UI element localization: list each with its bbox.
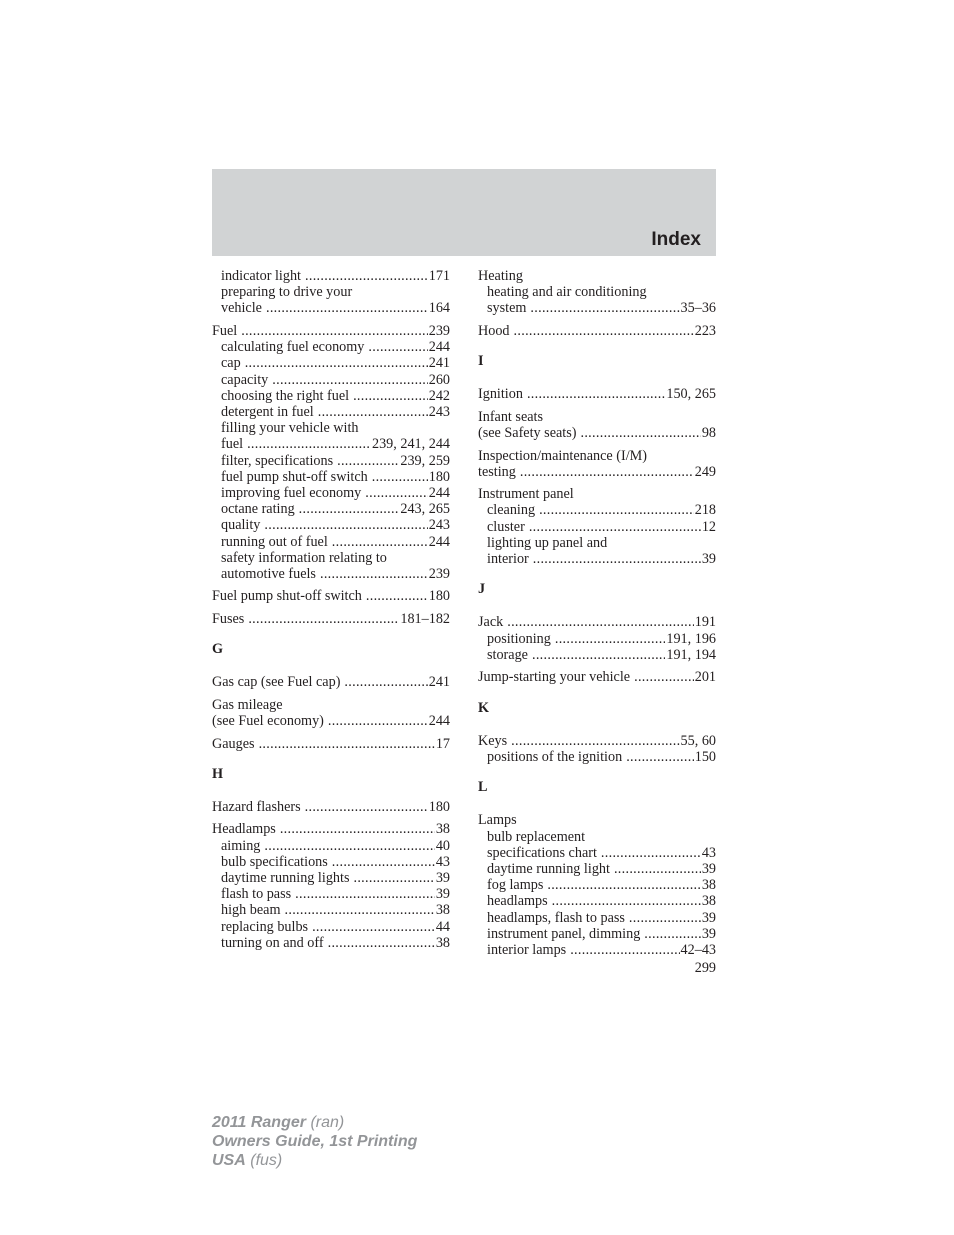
index-entry: Fuel ..... 239	[212, 323, 450, 339]
index-letter-heading: K	[478, 699, 490, 716]
index-letter-heading: I	[478, 353, 484, 370]
index-letter-heading: H	[212, 765, 224, 782]
index-subentry: improving fuel economy ..... 244	[212, 485, 450, 501]
index-entry: Hazard flashers ..... 180	[212, 799, 450, 815]
document-footer	[212, 1113, 417, 1170]
index-subentry: turning on and off ..... 38	[212, 935, 450, 951]
index-subentry: octane rating ..... 243, 265	[212, 501, 450, 517]
index-subentry: daytime running light ..... 39	[478, 861, 716, 877]
index-subentry: indicator light ..... 171	[212, 268, 450, 284]
index-subentry: quality ..... 243	[212, 517, 450, 533]
index-entry: Instrument panel	[478, 486, 574, 503]
index-subentry: headlamps ..... 38	[478, 893, 716, 909]
page-number: 299	[694, 960, 716, 976]
index-entry: Gauges ..... 17	[212, 736, 450, 752]
index-subentry: choosing the right fuel ..... 242	[212, 388, 450, 404]
index-subentry: calculating fuel economy ..... 244	[212, 339, 450, 355]
index-entry: Hood ..... 223	[478, 323, 716, 339]
index-entry: Fuel pump shut-off switch ..... 180	[212, 588, 450, 604]
index-subentry: bulb specifications ..... 43	[212, 854, 450, 870]
index-entry-lamps	[478, 812, 716, 958]
index-subentry: aiming ..... 40	[212, 838, 450, 854]
index-entry: Jump-starting your vehicle ..... 201	[478, 669, 716, 685]
index-subentry: automotive fuels ..... 239	[212, 566, 450, 582]
index-entry: Gas cap (see Fuel cap) ..... 241	[212, 674, 450, 690]
footer-line: 2011 Ranger (ran)	[212, 1114, 345, 1131]
index-subentry: storage ..... 191, 194	[478, 647, 716, 663]
index-subentry: fuel pump shut-off switch ..... 180	[212, 469, 450, 485]
index-subentry: vehicle ..... 164	[212, 300, 450, 316]
index-letter-heading: G	[212, 641, 224, 658]
index-entry: Gas mileage	[212, 696, 283, 713]
index-subentry: replacing bulbs ..... 44	[212, 919, 450, 935]
index-subentry: high beam ..... 38	[212, 902, 450, 918]
index-subentry: capacity ..... 260	[212, 372, 450, 388]
index-entry-headlamps	[212, 821, 450, 951]
index-letter-heading: J	[478, 581, 486, 598]
index-entry-jack	[478, 614, 716, 663]
index-subentry: cleaning ..... 218	[478, 502, 716, 518]
index-entry-fuel-continued	[212, 268, 450, 317]
index-entry: Headlamps ..... 38	[212, 821, 450, 837]
index-subentry: positioning ..... 191, 196	[478, 631, 716, 647]
index-entry: Keys ..... 55, 60	[478, 733, 716, 749]
index-subentry: system ..... 35–36	[478, 300, 716, 316]
index-entry: testing ..... 249	[478, 464, 716, 480]
index-column-right	[478, 268, 716, 958]
index-subentry: headlamps, flash to pass ..... 39	[478, 910, 716, 926]
index-subentry: cap ..... 241	[212, 355, 450, 371]
index-subentry: fuel ..... 239, 241, 244	[212, 436, 450, 452]
index-column-left	[212, 268, 450, 951]
index-entry: Lamps	[478, 812, 517, 829]
index-entry: Inspection/maintenance (I/M)	[478, 447, 648, 464]
footer-line: Owners Guide, 1st Printing	[212, 1133, 418, 1150]
index-entry-heating	[478, 268, 716, 317]
index-entry-fuel	[212, 323, 450, 582]
index-subentry: cluster ..... 12	[478, 519, 716, 535]
index-subentry: flash to pass ..... 39	[212, 886, 450, 902]
index-entry: Ignition ..... 150, 265	[478, 386, 716, 402]
index-subentry: specifications chart ..... 43	[478, 845, 716, 861]
index-entry: Jack ..... 191	[478, 614, 716, 630]
footer-line: USA (fus)	[212, 1152, 283, 1169]
index-entry: (see Safety seats) ..... 98	[478, 425, 716, 441]
index-subentry: interior ..... 39	[478, 551, 716, 567]
index-subentry: bulb replacement	[487, 828, 586, 845]
index-subentry: safety information relating to	[221, 549, 387, 566]
section-title: Index	[651, 229, 701, 250]
index-entry-instrument-panel	[478, 486, 716, 567]
index-subentry: heating and air conditioning	[487, 284, 647, 301]
index-subentry: running out of fuel ..... 244	[212, 534, 450, 550]
index-entry: Heating	[478, 268, 523, 284]
index-subentry: preparing to drive your	[221, 284, 353, 301]
index-subentry: lighting up panel and	[487, 534, 608, 551]
index-subentry: filter, specifications ..... 239, 259	[212, 453, 450, 469]
index-subentry: instrument panel, dimming ..... 39	[478, 926, 716, 942]
section-header	[212, 169, 716, 256]
index-subentry: daytime running lights ..... 39	[212, 870, 450, 886]
index-subentry: interior lamps ..... 42–43	[478, 942, 716, 958]
index-entry: Fuses ..... 181–182	[212, 611, 450, 627]
index-subentry: filling your vehicle with	[221, 420, 359, 437]
index-subentry: positions of the ignition ..... 150	[478, 749, 716, 765]
index-subentry: detergent in fuel ..... 243	[212, 404, 450, 420]
index-subentry: fog lamps ..... 38	[478, 877, 716, 893]
index-letter-heading: L	[478, 779, 488, 796]
index-entry: (see Fuel economy) ..... 244	[212, 713, 450, 729]
index-entry: Infant seats	[478, 408, 544, 425]
